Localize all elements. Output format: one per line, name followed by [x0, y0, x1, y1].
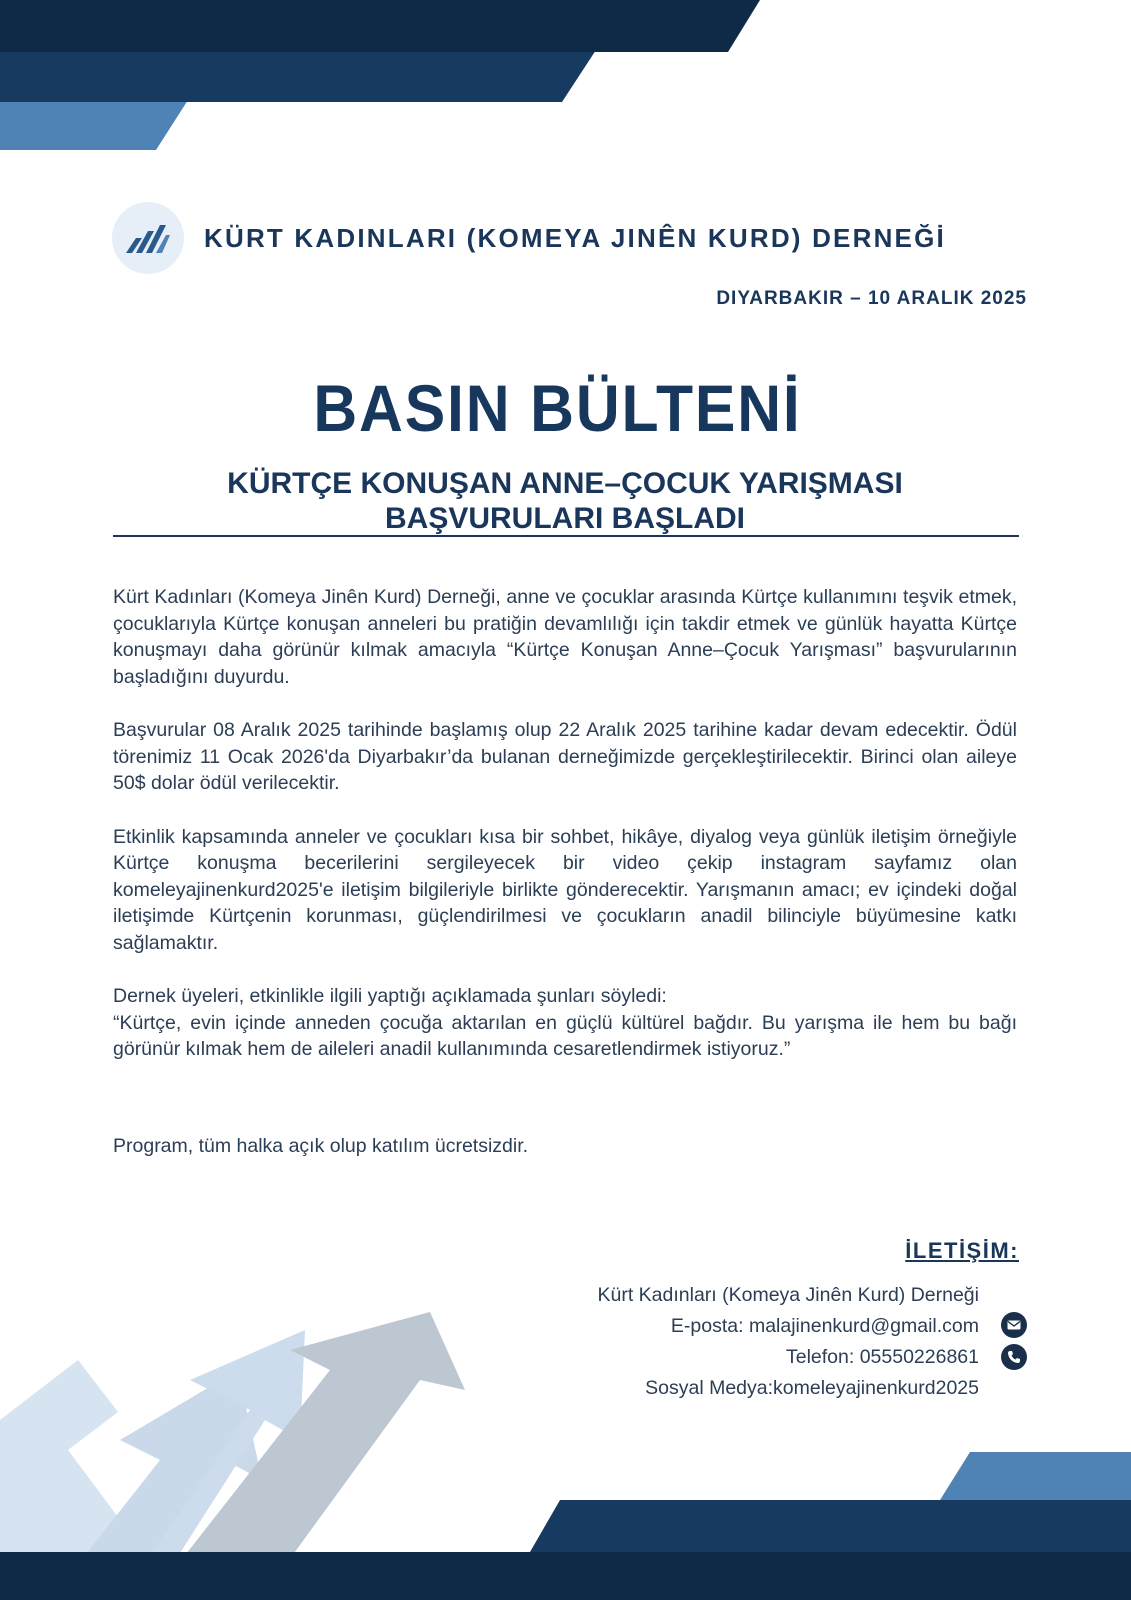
contact-heading: İLETİŞİM:: [905, 1238, 1019, 1263]
paragraph-quote: “Kürtçe, evin içinde anneden çocuğa aktarılan en güçlü kültürel bağdır. Bu yarışma ile hem bu bağı görünür kılmak hem de aileleri anadil kullanımında cesaretlendirmek istiyoruz.”: [113, 1011, 1017, 1060]
paragraph-statement-intro: Dernek üyeleri, etkinlikle ilgili yaptığı açıklamada şunları söyledi:: [113, 985, 667, 1007]
contact-org: Kürt Kadınları (Komeya Jinên Kurd) Derneği: [597, 1284, 979, 1306]
page-title: BASIN BÜLTENİ: [313, 371, 802, 445]
subtitle: [112, 466, 1018, 536]
contact-email[interactable]: E-posta: malajinenkurd@gmail.com: [670, 1315, 979, 1337]
subtitle-line-2: BAŞVURULARI BAŞLADI: [385, 502, 745, 535]
top-band-light: [0, 100, 188, 150]
envelope-icon: [1001, 1312, 1027, 1338]
title-divider: [113, 535, 1019, 537]
bottom-band-light: [940, 1452, 1131, 1500]
phone-icon: [1001, 1344, 1027, 1370]
top-band-mid: [0, 50, 596, 102]
contact-social[interactable]: Sosyal Medya:komeleyajinenkurd2025: [645, 1377, 979, 1399]
paragraph-closing: Program, tüm halka açık olup katılım ücretsizdir.: [113, 1134, 529, 1157]
paragraph-dates: Başvurular 08 Aralık 2025 tarihinde başlamış olup 22 Aralık 2025 tarihine kadar devam edecektir. Ödül törenimiz 11 Ocak 2026'da Diyarbakır’da bulanan derneğimizde gerçekleştirilecektir. Birinci olan aileye 50$ dolar ödül verilecektir.: [113, 719, 1017, 794]
bottom-band-mid: [530, 1500, 1131, 1552]
org-header: [112, 202, 946, 274]
paragraph-intro: Kürt Kadınları (Komeya Jinên Kurd) Derneği, anne ve çocuklar arasında Kürtçe kullanımını teşvik etmek, çocuklarıyla Kürtçe konuşan anneleri bu pratiğin devamlılığı için takdir etmek ve günlük hayatta Kürtçe konuşmayı daha görünür kılmak amacıyla “Kürtçe Konuşan Anne–Çocuk Yarışması” başvurularının başladığını duyurdu.: [113, 586, 1017, 688]
press-release-body: [113, 584, 1017, 1186]
logo-stripes-icon: [126, 223, 170, 253]
bottom-band-dark: [0, 1552, 1131, 1600]
top-band-dark: [0, 0, 760, 52]
dateline: DIYARBAKIR – 10 ARALIK 2025: [716, 288, 1027, 309]
subtitle-line-1: KÜRTÇE KONUŞAN ANNE–ÇOCUK YARIŞMASI: [227, 467, 903, 500]
contact-phone[interactable]: Telefon: 05550226861: [785, 1346, 979, 1368]
logo: [112, 202, 184, 274]
paragraph-scope: Etkinlik kapsamında anneler ve çocukları kısa bir sohbet, hikâye, diyalog veya günlük iletişim örneğiyle Kürtçe konuşma becerilerini sergileyecek bir video çekip instagram sayfamız olan komeleyajinenkurd2025'e iletişim bilgileriyle birlikte gönderecektir. Yarışmanın amacı; ev içindeki doğal iletişimde Kürtçenin korunması, güçlendirilmesi ve çocukların anadil bilinciyle büyümesine katkı sağlamaktır.: [113, 825, 1017, 954]
contact-block: [597, 1280, 979, 1404]
org-name: KÜRT KADINLARI (KOMEYA JINÊN KURD) DERNEĞİ: [204, 222, 946, 253]
